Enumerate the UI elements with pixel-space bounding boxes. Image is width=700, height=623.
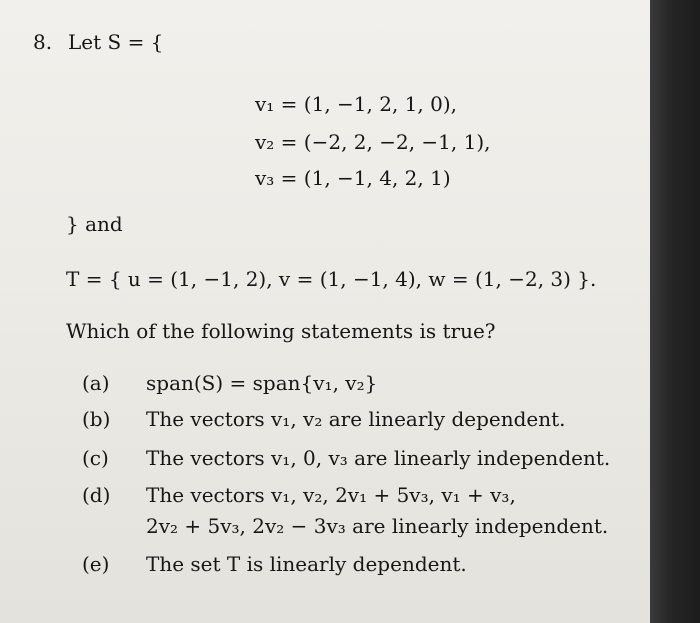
- option-a-text: span(S) = span{v₁, v₂}: [146, 371, 378, 395]
- option-e-label: (e): [82, 552, 110, 576]
- option-c-label: (c): [82, 446, 109, 470]
- option-b-label: (b): [82, 407, 111, 431]
- vector-v2: v₂ = (−2, 2, −2, −1, 1),: [255, 130, 491, 154]
- vector-v3: v₃ = (1, −1, 4, 2, 1): [255, 166, 451, 190]
- and-line: } and: [66, 212, 123, 236]
- option-e-text: The set T is linearly dependent.: [146, 552, 467, 576]
- option-c-text: The vectors v₁, 0, v₃ are linearly independent.: [146, 446, 611, 470]
- dark-background-edge: [650, 0, 700, 623]
- set-t-definition: T = { u = (1, −1, 2), v = (1, −1, 4), w = (1, −2, 3) }.: [66, 267, 597, 291]
- problem-number: 8.: [33, 30, 53, 54]
- option-d-label: (d): [82, 483, 111, 507]
- vector-v1: v₁ = (1, −1, 2, 1, 0),: [255, 92, 457, 116]
- option-b-text: The vectors v₁, v₂ are linearly dependent.: [146, 407, 566, 431]
- option-d-text: The vectors v₁, v₂, 2v₁ + 5v₃, v₁ + v₃,: [146, 483, 516, 507]
- let-s-line: Let S = {: [68, 30, 164, 54]
- question-text: Which of the following statements is true?: [66, 319, 496, 343]
- option-a-label: (a): [82, 371, 110, 395]
- option-d-text-continued: 2v₂ + 5v₃, 2v₂ − 3v₃ are linearly independent.: [146, 514, 609, 538]
